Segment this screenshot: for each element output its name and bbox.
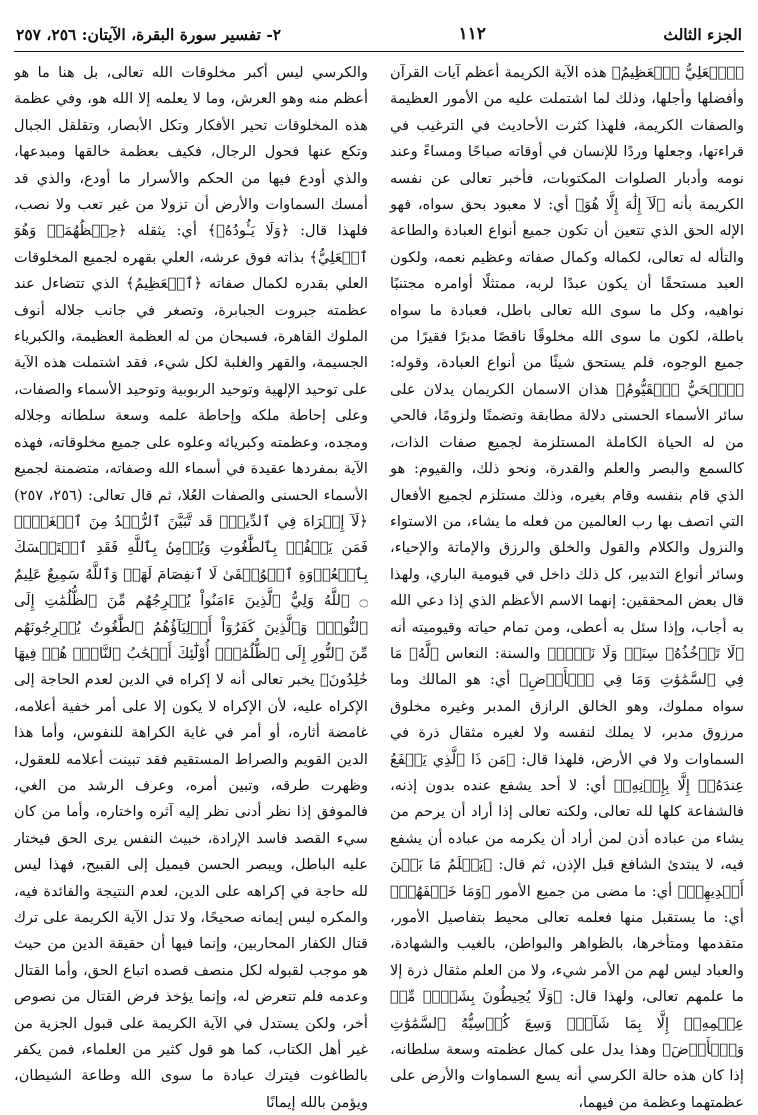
part-title: الجزء الثالث <box>663 24 742 44</box>
left-column-text: والكرسي ليس أكبر مخلوقات الله تعالى، بل هنا ما هو أعظم منه وهو العرش، وما لا يعلمه إلا الله هو، وفي عظمة هذه المخلوقات تحير الأفكار وتكل الأبصار، وتقلقل الجبال وتكع عنها فحول الرجال، فكيف بعظمة خالقها ومبدعها، والذي أودع فيها من الحكم والأسرار ما أودع، والذي قد أمسك السماوات والأرض أن تزولا من غير تعب ولا نصب، فلهذا قال: ﴿وَلَا يَـُٔودُهُۥ﴾ أي: يثقله ﴿حِفۡظُهُمَاۚ وَهُوَ ٱلۡعَلِيُّ﴾ بذاته فوق عرشه، العلي بقهره لجميع المخلوقات العلي بقدره لكمال صفاته ﴿ٱلۡعَظِيمُ﴾ الذي تتضاءل عند عظمته جبروت الجبابرة، وتصغر في جانب جلاله أنوف الملوك القاهرة، فسبحان من له العظمة العظيمة، والكبرياء الجسيمة، والقهر والغلبة لكل شيء، فقد اشتملت هذه الآية على توحيد الإلهية وتوحيد الربوبية وتوحيد الأسماء والصفات، وعلى إحاطة ملكه وإحاطة علمه وسعة سلطانه وجلاله ومجده، وعظمته وكبريائه وعلوه على جميع مخلوقاته، فهذه الآية بمفردها عقيدة في أسماء الله وصفاته، متضمنة لجميع الأسماء الحسنى والصفات العُلا، ثم قال تعالى: (٢٥٦، ٢٥٧) ﴿لَآ إِكۡرَاهَ فِي ٱلدِّينِۖ قَد تَّبَيَّنَ ٱلرُّشۡدُ مِنَ ٱلۡغَيِّۚ فَمَن يَكۡفُرۡ بِٱلطَّٰغُوتِ وَيُؤۡمِنۢ بِٱللَّهِ فَقَدِ ٱسۡتَمۡسَكَ بِٱلۡعُرۡوَةِ ٱلۡوُثۡقَىٰ لَا ٱنفِصَامَ لَهَاۗ وَٱللَّهُ سَمِيعٌ عَلِيمٌ ۝ ٱللَّهُ وَلِيُّ ٱلَّذِينَ ءَامَنُواْ يُخۡرِجُهُم مِّنَ ٱلظُّلُمَٰتِ إِلَى ٱلنُّورِۖ وَٱلَّذِينَ كَفَرُوٓاْ أَوۡلِيَآؤُهُمُ ٱلطَّٰغُوتُ يُخۡرِجُونَهُم مِّنَ ٱلنُّورِ إِلَى ٱلظُّلُمَٰتِۗ أُوْلَٰٓئِكَ أَصۡحَٰبُ ٱلنَّارِۖ هُمۡ فِيهَا خَٰلِدُونَ﴾ يخبر تعالى أنه لا إكراه في الدين لعدم الحاجة إلى الإكراه عليه، لأن الإكراه لا يكون إلا على أمر خفية أعلامه، غامضة أثاره، أو أمر في غاية الكراهة للنفوس، وأما هذا الدين القويم والصراط المستقيم فقد تبينت أعلامه للعقول، وظهرت طرقه، وتبين أمره، وعرف الرشد من الغي، فالموفق إذا نظر أدنى نظر إليه آثره واختاره، وأما من كان سيء القصد فاسد الإرادة، خبيث النفس يرى الحق فيختار عليه الباطل، ويبصر الحسن فيميل إلى القبيح، فهذا ليس لله حاجة في إكراهه على الدين، لعدم النتيجة والفائدة فيه، والمكره ليس إيمانه صحيحًا، ولا تدل الآية الكريمة على ترك قتال الكفار المحاربين، وإنما فيها أن حقيقة الدين من حيث هو موجب لقبوله لكل منصف قصده اتباع الحق، وأما القتال وعدمه فلم تتعرض له، وإنما يؤخذ فرض القتال من نصوص أخر، ولكن يستدل في الآية الكريمة على قبول الجزية من غير أهل الكتاب، كما هو قول كثير من العلماء، فمن يكفر بالطاغوت فيترك عبادة ما سوى الله وطاعة الشيطان، ويؤمن بالله إيمانًا <box>14 64 368 1111</box>
right-column-text: ﴿ٱلۡعَلِيُّ ٱلۡعَظِيمُ﴾ هذه الآية الكريمة أعظم آيات القرآن وأفضلها وأجلها، وذلك لما اشتملت عليه من الأمور العظيمة والصفات الكريمة، فلهذا كثرت الأحاديث في الترغيب في قراءتها، وجعلها وردًا للإنسان في أوقاته صباحًا ومساءً وعند نومه وأدبار الصلوات المكتوبات، فأخبر تعالى عن نفسه الكريمة بأنه ﴿لَآ إِلَٰهَ إِلَّا هُوَ﴾ أي: لا معبود بحق سواه، فهو الإله الحق الذي تتعين أن تكون جميع أنواع العبادة والطاعة والتأله له تعالى، لكماله وكمال صفاته وعظيم نعمه، ولكون العبد مستحقًا أن يكون عبدًا لربه، ممتثلًا أوامره مجتنبًا نواهيه، وكل ما سوى الله تعالى باطل، فعبادة ما سواه باطلة، لكون ما سوى الله مخلوقًا ناقصًا مدبرًا فقيرًا من جميع الوجوه، فلم يستحق شيئًا من أنواع العبادة، وقوله: ﴿ٱلۡحَيُّ ٱلۡقَيُّومُ﴾ هذان الاسمان الكريمان يدلان على سائر الأسماء الحسنى دلالة مطابقة وتضمنًا ولزومًا، فالحي من له الحياة الكاملة المستلزمة لجميع صفات الذات، كالسمع والبصر والعلم والقدرة، ونحو ذلك، والقيوم: هو الذي قام بنفسه وقام بغيره، وذلك مستلزم لجميع الأفعال التي اتصف بها رب العالمين من فعله ما يشاء، من الاستواء والنزول والكلام والقول والخلق والرزق والإماتة والإحياء، وسائر أنواع التدبير، كل ذلك داخل في قيومية الباري، ولهذا قال بعض المحققين: إنهما الاسم الأعظم الذي إذا دعي الله به أجاب، وإذا سئل به أعطى، ومن تمام حياته وقيوميته أنه ﴿لَا تَأۡخُذُهُۥ سِنَةٞ وَلَا نَوۡمٞ﴾ والسنة: النعاس ﴿لَّهُۥ مَا فِي ٱلسَّمَٰوَٰتِ وَمَا فِي ٱلۡأَرۡضِ﴾ أي: هو المالك وما سواه مملوك، وهو الخالق الرازق المدبر وغيره مخلوق مرزوق مدبر، لا يملك لنفسه ولا لغيره مثقال ذرة في السماوات ولا في الأرض، فلهذا قال: ﴿مَن ذَا ٱلَّذِي يَشۡفَعُ عِندَهُۥٓ إِلَّا بِإِذۡنِهِۦ﴾ أي: لا أحد يشفع عنده بدون إذنه، فالشفاعة كلها لله تعالى، ولكنه تعالى إذا أراد أن يرحم من يشاء من عباده أذن لمن أراد أن يكرمه من عباده أن يشفع فيه، لا يبتدئ الشافع قبل الإذن، ثم قال: ﴿يَعۡلَمُ مَا بَيۡنَ أَيۡدِيهِمۡ﴾ أي: ما مضى من جميع الأمور ﴿وَمَا خَلۡفَهُمۡ﴾ أي: ما يستقبل منها فعلمه تعالى محيط بتفاصيل الأمور، متقدمها ومتأخرها، بالظواهر والبواطن، بالغيب والشهادة، والعباد ليس لهم من الأمر شيء، ولا من العلم مثقال ذرة إلا ما علمهم تعالى، ولهذا قال: ﴿وَلَا يُحِيطُونَ بِشَيۡءٖ مِّنۡ عِلۡمِهِۦٓ إِلَّا بِمَا شَآءَۚ وَسِعَ كُرۡسِيُّهُ ٱلسَّمَٰوَٰتِ وَٱلۡأَرۡضَ﴾ وهذا يدل على كمال عظمته وسعة سلطانه، إذا كان هذه حالة الكرسي أنه يسع السماوات والأرض على عظمتهما وعظمة من فيهما، <box>390 64 744 1111</box>
right-column <box>379 60 744 1115</box>
page-number: ١١٢ <box>458 24 486 44</box>
section-title: ٢- تفسير سورة البقرة، الآيتان: ٢٥٦، ٢٥٧ <box>16 24 282 44</box>
running-header <box>14 20 744 52</box>
text-columns <box>14 60 744 1115</box>
left-column <box>14 60 379 1115</box>
